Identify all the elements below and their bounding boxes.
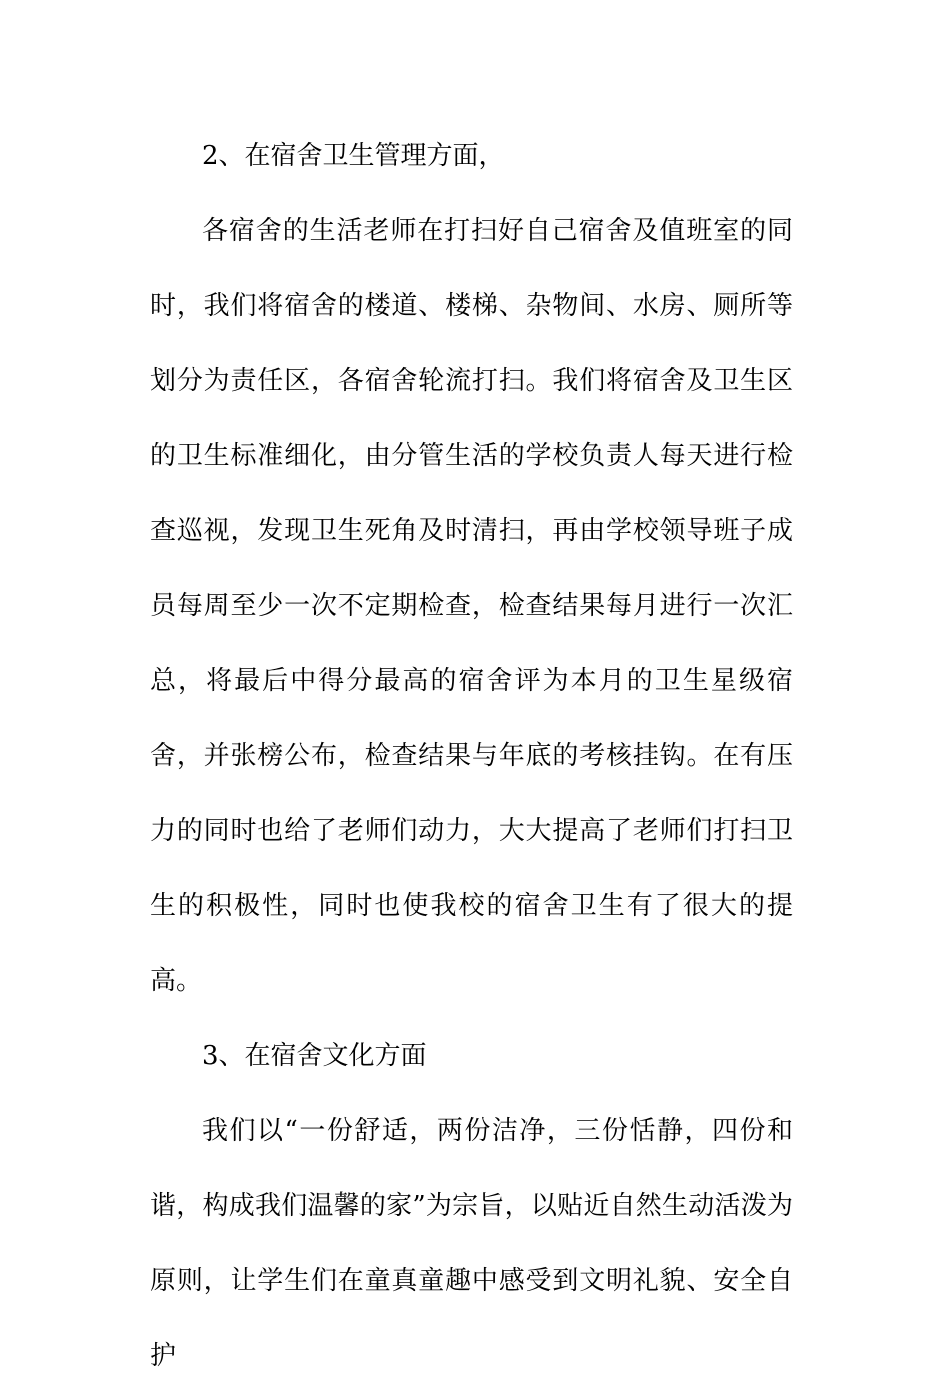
document-body [150, 119, 793, 1394]
paragraph-dormitory-culture: 我们以“一份舒适，两份洁净，三份恬静，四份和谐，构成我们温馨的家”为宗旨，以贴近自然生动活泼为原则，让学生们在童真童趣中感受到文明礼貌、安全自护 [150, 1116, 793, 1371]
section-heading-hygiene: 2、在宿舍卫生管理方面， [202, 141, 505, 171]
paragraph-hygiene-management: 各宿舍的生活老师在打扫好自己宿舍及值班室的同时，我们将宿舍的楼道、楼梯、杂物间、水房、厕所等划分为责任区，各宿舍轮流打扫。我们将宿舍及卫生区的卫生标准细化，由分管生活的学校负责人每天进行检查巡视，发现卫生死角及时清扫，再由学校领导班子成员每周至少一次不定期检查，检查结果每月进行一次汇总，将最后中得分最高的宿舍评为本月的卫生星级宿舍，并张榜公布，检查结果与年底的考核挂钩。在有压力的同时也给了老师们动力，大大提高了老师们打扫卫生的积极性，同时也使我校的宿舍卫生有了很大的提高。 [150, 216, 793, 996]
section-heading-culture: 3、在宿舍文化方面 [202, 1041, 427, 1071]
